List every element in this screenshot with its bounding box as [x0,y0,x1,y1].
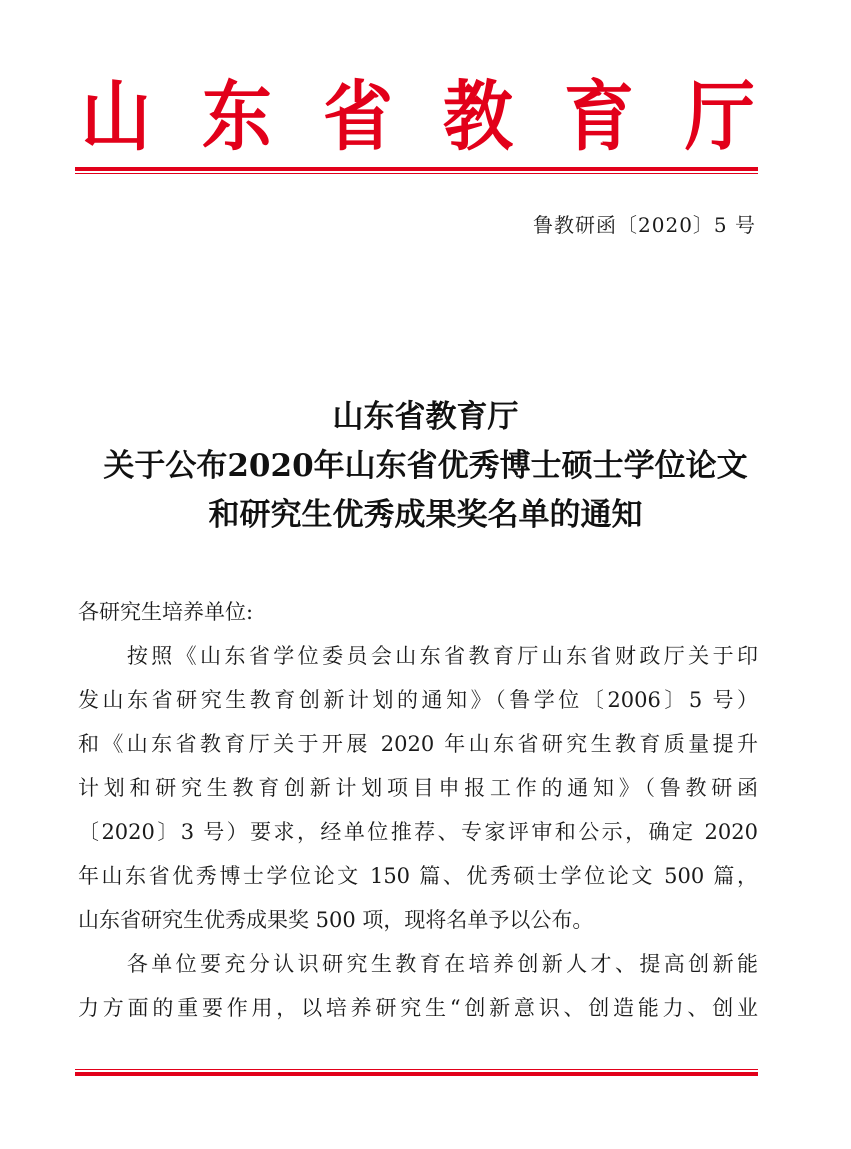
masthead-char: 育 [564,72,635,161]
text-line: 和《山东省教育厅关于开展 2020 年山东省研究生教育质量提升 [78,732,758,756]
text-line: 山东省研究生优秀成果奖 500 项，现将名单予以公布。 [78,908,594,932]
text-line: 力方面的重要作用，以培养研究生“创新意识、创造能力、创业 [78,996,758,1020]
document-title [40,393,811,540]
masthead-char: 厅 [685,72,755,161]
paragraph-2 [78,942,758,1030]
text-line: 发山东省研究生教育创新计划的通知》（鲁学位〔2006〕5 号） [78,688,758,712]
document-number: 鲁教研函〔2020〕5 号 [533,213,756,237]
footer-divider [75,1069,758,1078]
masthead-title [78,72,758,162]
masthead-char: 东 [201,72,272,161]
paragraph-1 [78,634,758,942]
document-body [78,590,758,1030]
text-line: 〔2020〕3 号）要求，经单位推荐、专家评审和公示，确定 2020 [78,820,758,844]
text-line: 计划和研究生教育创新计划项目申报工作的通知》（鲁教研函 [78,776,758,800]
masthead-char: 山 [81,72,151,161]
masthead-char: 省 [322,72,393,161]
masthead-divider [75,167,758,174]
text-line: 年山东省优秀博士学位论文 150 篇、优秀硕士学位论文 500 篇， [78,864,758,888]
salutation: 各研究生培养单位: [78,600,254,624]
title-line-2: 关于公布2020年山东省优秀博士硕士学位论文 [103,448,748,484]
title-line-3: 和研究生优秀成果奖名单的通知 [208,497,643,533]
title-line-1: 山东省教育厅 [332,399,519,435]
text-line: 按照《山东省学位委员会山东省教育厅山东省财政厅关于印 [78,644,758,668]
masthead-char: 教 [443,72,514,161]
text-line: 各单位要充分认识研究生教育在培养创新人才、提高创新能 [78,952,758,976]
